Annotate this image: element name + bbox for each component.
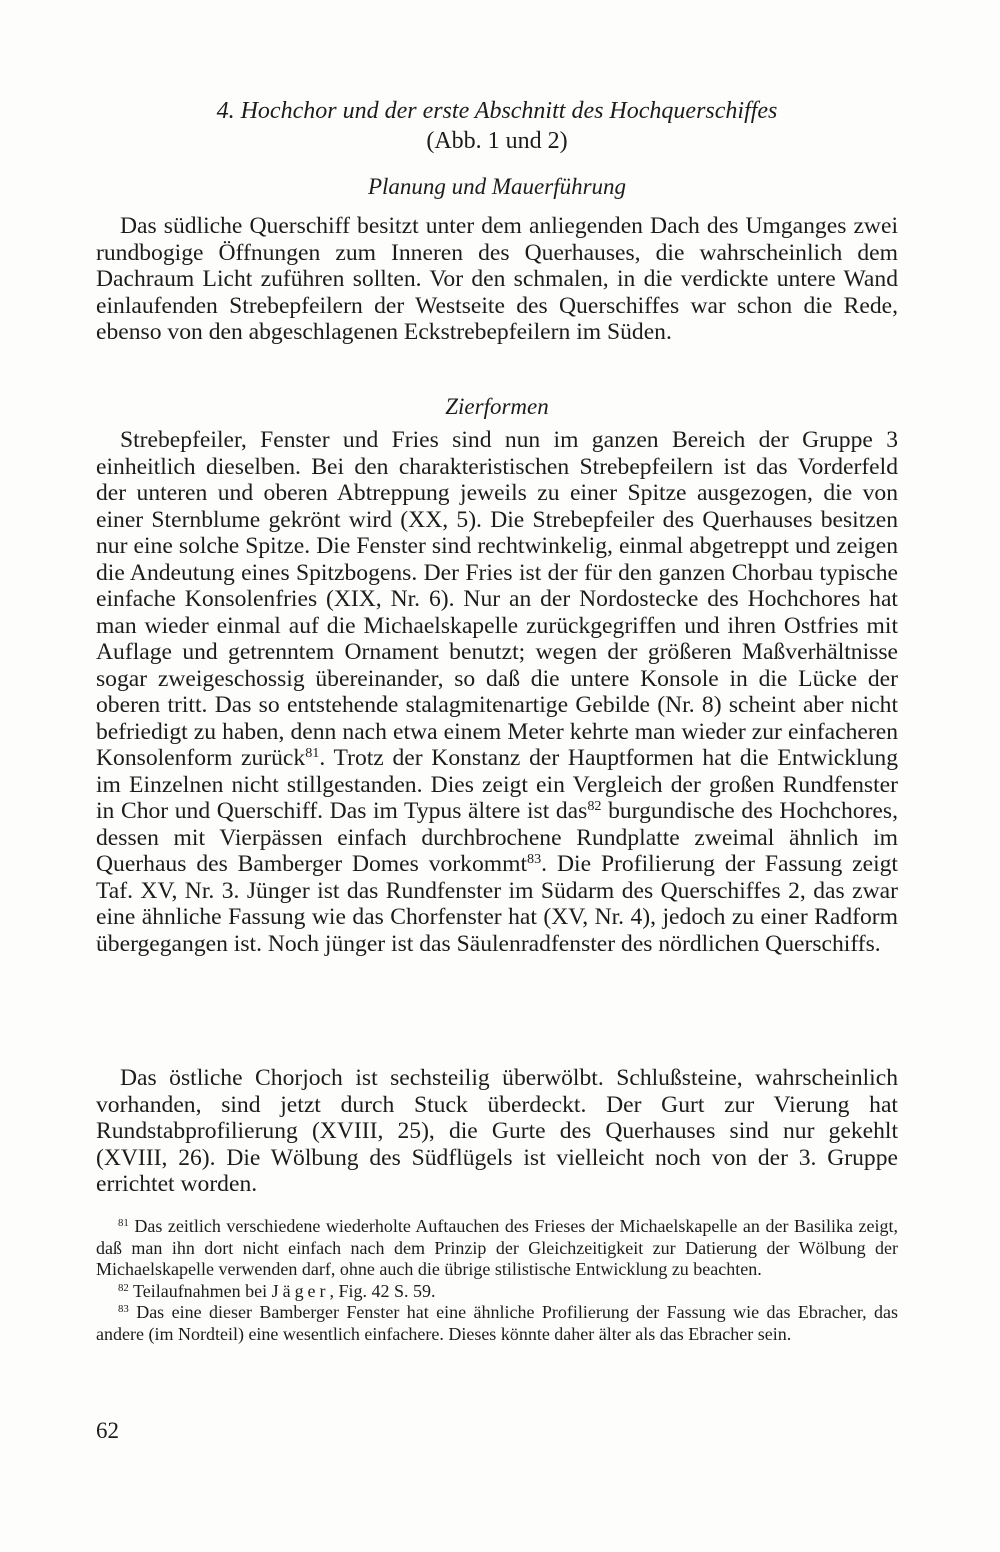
footnote-text: , Fig. 42 S. 59. [329,1280,436,1301]
section-subtitle: (Abb. 1 und 2) [426,128,568,154]
paragraph-text: . Die Profilierung der Fassung zeigt Taf. XV, Nr. 3. Jünger ist das Rundfenster im Südarm des Querschiffes 2, das zwar eine ähnliche Fassung wie das Chorfenster hat (XV, Nr. 4), jedoch zu einer Radform übergegangen ist. Noch jünger ist das Säulenradfenster des nördlichen Querschiffs. [96,851,898,957]
footnote-ref-81[interactable]: 81 [305,745,320,762]
footnote-ref-83[interactable]: 83 [527,851,542,868]
paragraph-text: . Trotz der Konstanz der Hauptformen hat die Entwicklung im Einzelnen nicht stillgestanden. Dies zeigt ein Vergleich der großen Rundfenster in Chor und Querschiff. Das im Typus ältere ist das [96,745,899,824]
footnote-ref-82[interactable]: 82 [587,798,602,815]
footnotes [96,1216,898,1345]
page-number: 62 [96,1418,119,1443]
paragraph-text: Strebepfeiler, Fenster und Fries sind nun im ganzen Bereich der Gruppe 3 einheitlich dieselben. Bei den charakteristischen Strebepfeilern ist das Vorderfeld der unteren und oberen Abtreppung jeweils zu einer Spitze ausgezogen, die von einer Sternblume gekrönt wird (XX, 5). Die Strebepfeiler des Querhauses besitzen nur eine solche Spitze. Die Fenster sind rechtwinkelig, einmal abgetreppt und zeigen die Andeutung eines Spitzbogens. Der Fries ist der für den ganzen Chorbau typische einfache Konsolenfries (XIX, Nr. 6). Nur an der Nordostecke des Hochchores hat man wieder einmal auf die Michaelskapelle zurückgegriffen und ihren Ostfries mit Auflage und getrenntem Ornament benutzt; wegen der größeren Maßverhältnisse sogar zweigeschossig übereinander, so daß die untere Konsole in die Lücke der oberen tritt. Das so entstehende stalagmitenartige Gebilde (Nr. 8) scheint aber nicht befriedigt zu haben, denn nach etwa einem Meter kehrte man wieder zur einfacheren Konsolenform zurück [96,427,898,771]
footnote-author: Jäger [271,1280,330,1301]
footnote-82 [96,1281,898,1303]
footnote-81 [96,1216,898,1281]
paragraph-planung: Das südliche Querschiff besitzt unter dem anliegenden Dach des Umganges zwei rundbogige Öffnungen zum Inneren des Querhauses, die wahrscheinlich dem Dachraum Licht zuführen sollten. Vor den schmalen, in die verdickte untere Wand einlaufenden Strebepfeilern der Westseite des Querschiffes war schon die Rede, ebenso von den abgeschlagenen Eckstrebepfeilern im Süden. [96,213,898,345]
footnote-text: Das zeitlich verschiedene wiederholte Auftauchen des Frieses der Michaelskapelle an der Basilika zeigt, daß man ihn dort nicht einfach nach dem Prinzip der Gleichzeitigkeit zur Datierung der Wölbung der Michaelskapelle verwenden darf, ohne auch die übrige stilistische Entwicklung zu beachten. [96,1216,898,1279]
section-title: 4. Hochchor und der erste Abschnitt des Hochquerschiffes [216,98,778,124]
footnote-number: 83 [118,1303,129,1316]
paragraph-gewoelbe: Das östliche Chorjoch ist sechsteilig überwölbt. Schlußsteine, wahrscheinlich vorhanden, sind jetzt durch Stuck überdeckt. Der Gurt zur Vierung hat Rundstabprofilierung (XVIII, 25), die Gurte des Querhauses sind nur gekehlt (XVIII, 26). Die Wölbung des Südflügels ist vielleicht noch von der 3. Gruppe errichtet worden. [96,1065,898,1197]
footnote-text: Das eine dieser Bamberger Fenster hat eine ähnliche Profilierung der Fassung wie das Ebracher, das andere (im Nordteil) eine wesentlich einfachere. Dieses könnte daher älter als das Ebracher sein. [96,1302,898,1344]
footnote-number: 82 [118,1281,129,1294]
footnote-text: Teilaufnahmen bei [128,1280,272,1301]
paragraph-zierformen [96,427,898,957]
heading-planung: Planung und Mauerführung [367,174,627,199]
paragraph-text: burgundische des Hochchores, dessen mit Vierpässen einfach durchbrochene Rundplatte zweimal ähnlich im Querhaus des Bamberger Domes vorkommt [96,798,898,877]
footnote-83 [96,1302,898,1345]
heading-zierformen: Zierformen [445,394,549,419]
footnote-number: 81 [118,1217,129,1230]
